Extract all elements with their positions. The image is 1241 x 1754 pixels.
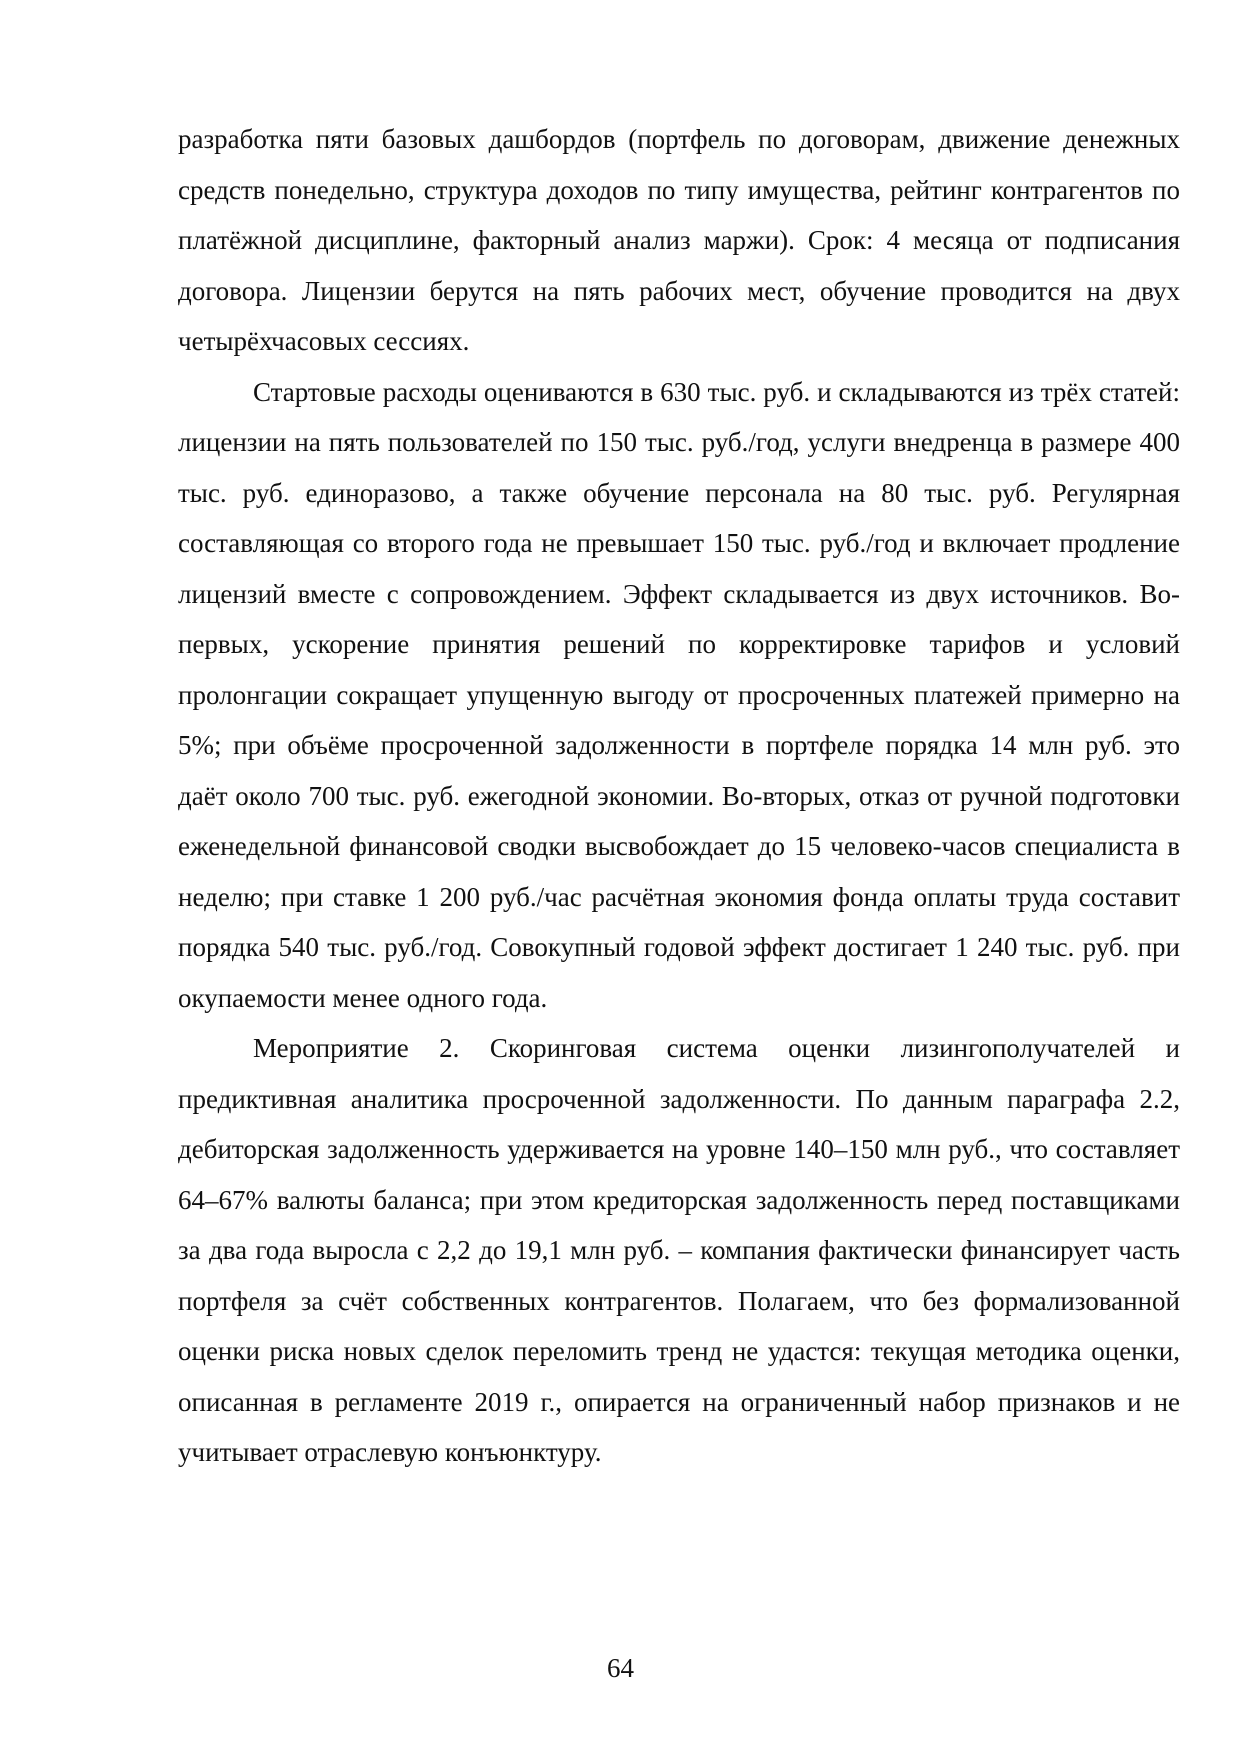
page-number: 64 [607, 1653, 634, 1683]
paragraph-continuation: разработка пяти базовых дашбордов (портфель по договорам, движение денежных средств понедельно, структура доходов по типу имущества, рейтинг контрагентов по платёжной дисциплине, факторный анализ маржи). Срок: 4 месяца от подписания договора. Лицензии берутся на пять рабочих мест, обучение проводится на двух четырёхчасовых сессиях. [178, 124, 1180, 356]
paragraph-costs-and-effect: Стартовые расходы оцениваются в 630 тыс. руб. и складываются из трёх статей: лицензии на пять пользователей по 150 тыс. руб./год, услуги внедренца в размере 400 тыс. руб. единоразово, а также обучение персонала на 80 тыс. руб. Регулярная составляющая со второго года не превышает 150 тыс. руб./год и включает продление лицензий вместе с сопровождением. Эффект складывается из двух источников. Во-первых, ускорение принятия решений по корректировке тарифов и условий пролонгации сокращает упущенную выгоду от просроченных платежей примерно на 5%; при объёме просроченной задолженности в портфеле порядка 14 млн руб. это даёт около 700 тыс. руб. ежегодной экономии. Во-вторых, отказ от ручной подготовки еженедельной финансовой сводки высвобождает до 15 человеко-часов специалиста в неделю; при ставке 1 200 руб./час расчётная экономия фонда оплаты труда составит порядка 540 тыс. руб./год. Совокупный годовой эффект достигает 1 240 тыс. руб. при окупаемости менее одного года. [178, 376, 1180, 1013]
paragraph-measure-2: Мероприятие 2. Скоринговая система оценки лизингополучателей и предиктивная аналитика просроченной задолженности. По данным параграфа 2.2, дебиторская задолженность удерживается на уровне 140–150 млн руб., что составляет 64–67% валюты баланса; при этом кредиторская задолженность перед поставщиками за два года выросла с 2,2 до 19,1 млн руб. – компания фактически финансирует часть портфеля за счёт собственных контрагентов. Полагаем, что без формализованной оценки риска новых сделок переломить тренд не удастся: текущая методика оценки, описанная в регламенте 2019 г., опирается на ограниченный набор признаков и не учитывает отраслевую конъюнктуру. [178, 1033, 1180, 1467]
body-text [178, 114, 1180, 1478]
